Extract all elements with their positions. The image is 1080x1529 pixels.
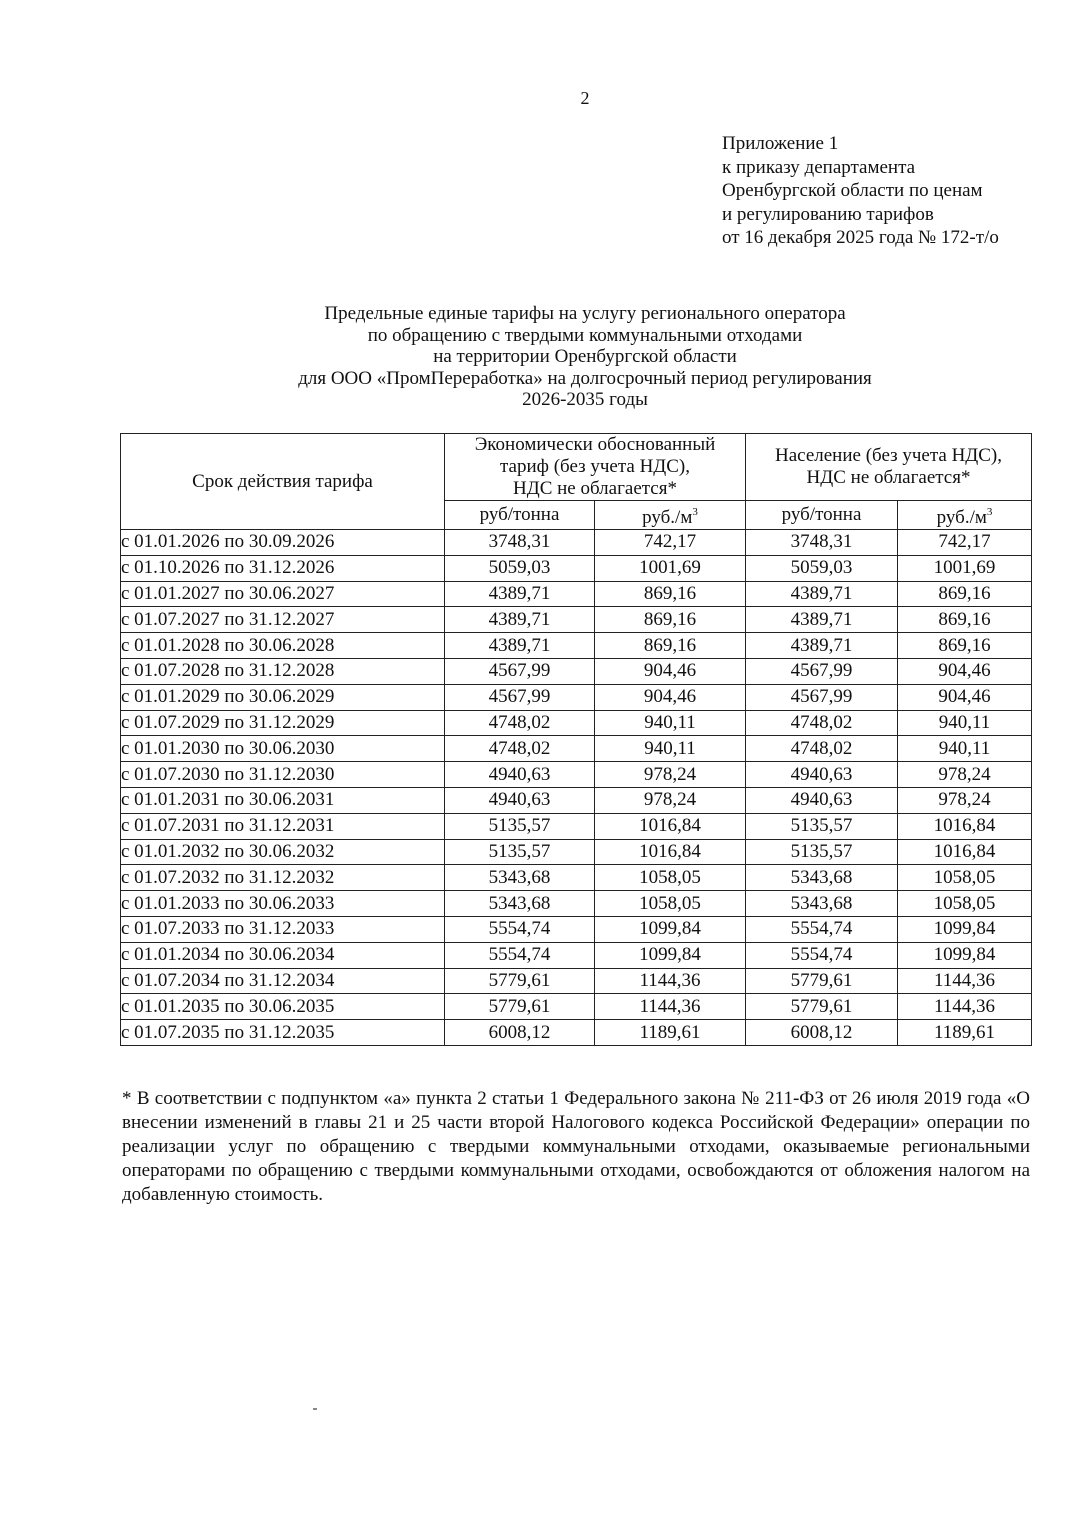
header-line: Население (без учета НДС), [775, 445, 1003, 466]
page-number: 2 [580, 88, 590, 108]
period-cell: с 01.01.2032 по 30.06.2032 [121, 839, 445, 865]
table-row [121, 891, 1032, 917]
title-line: 2026-2035 годы [522, 389, 648, 410]
econ-m3-cell: 1016,84 [595, 839, 746, 865]
period-cell: с 01.01.2031 по 30.06.2031 [121, 787, 445, 813]
econ-m3-cell: 869,16 [595, 581, 746, 607]
table-row [121, 581, 1032, 607]
table-row [121, 736, 1032, 762]
pop-ton-cell: 5059,03 [746, 555, 898, 581]
econ-m3-cell: 1144,36 [595, 994, 746, 1020]
table-row [121, 633, 1032, 659]
period-cell: с 01.01.2035 по 30.06.2035 [121, 994, 445, 1020]
table-row [121, 1020, 1032, 1046]
period-cell: с 01.07.2034 по 31.12.2034 [121, 968, 445, 994]
population-tariff-header [746, 434, 1032, 501]
econ-ton-cell: 4748,02 [445, 736, 595, 762]
econ-m3-cell: 904,46 [595, 684, 746, 710]
table-row [121, 555, 1032, 581]
table-row [121, 916, 1032, 942]
period-cell: с 01.07.2027 по 31.12.2027 [121, 607, 445, 633]
table-row [121, 607, 1032, 633]
period-cell: с 01.07.2031 по 31.12.2031 [121, 813, 445, 839]
appendix-line: к приказу департамента [722, 156, 916, 178]
table-row [121, 865, 1032, 891]
pop-m3-cell: 1189,61 [898, 1020, 1032, 1046]
econ-ton-cell: 5343,68 [445, 891, 595, 917]
pop-m3-cell: 742,17 [898, 530, 1032, 556]
table-row [121, 530, 1032, 556]
table-row [121, 839, 1032, 865]
period-cell: с 01.10.2026 по 31.12.2026 [121, 555, 445, 581]
econ-ton-cell: 4567,99 [445, 658, 595, 684]
header-line: Экономически обоснованный [474, 434, 716, 455]
econ-ton-cell: 4748,02 [445, 710, 595, 736]
economic-tariff-header [445, 434, 746, 501]
econ-m3-cell: 978,24 [595, 787, 746, 813]
table-row [121, 813, 1032, 839]
appendix-line: Оренбургской области по ценам [722, 180, 983, 201]
econ-ton-cell: 3748,31 [445, 530, 595, 556]
econ-m3-cell: 1189,61 [595, 1020, 746, 1046]
period-cell: с 01.01.2028 по 30.06.2028 [121, 633, 445, 659]
period-cell: с 01.01.2033 по 30.06.2033 [121, 891, 445, 917]
period-column-header: Срок действия тарифа [121, 434, 445, 530]
period-cell: с 01.01.2026 по 30.09.2026 [121, 530, 445, 556]
period-cell: с 01.01.2030 по 30.06.2030 [121, 736, 445, 762]
econ-ton-cell: 4389,71 [445, 581, 595, 607]
table-row [121, 787, 1032, 813]
table-row [121, 994, 1032, 1020]
period-cell: с 01.07.2032 по 31.12.2032 [121, 865, 445, 891]
period-cell: с 01.07.2033 по 31.12.2033 [121, 916, 445, 942]
document-title [120, 303, 1050, 411]
header-line: НДС не облагается* [513, 478, 677, 499]
econ-m3-cell: 940,11 [595, 710, 746, 736]
period-cell: с 01.01.2029 по 30.06.2029 [121, 684, 445, 710]
econ-ton-cell: 5779,61 [445, 968, 595, 994]
econ-ton-cell: 4389,71 [445, 607, 595, 633]
unit-header-pop-ton: руб/тонна [746, 501, 898, 530]
table-row [121, 762, 1032, 788]
pop-ton-cell: 4940,63 [746, 787, 898, 813]
period-cell: с 01.07.2029 по 31.12.2029 [121, 710, 445, 736]
pop-ton-cell: 4940,63 [746, 762, 898, 788]
table-row [121, 968, 1032, 994]
unit-header-econ-m3: $руб./м^3$ [595, 501, 746, 530]
pop-m3-cell: 1144,36 [898, 994, 1032, 1020]
pop-m3-cell: 869,16 [898, 607, 1032, 633]
econ-ton-cell: 5779,61 [445, 994, 595, 1020]
title-line: для ООО «ПромПереработка» на долгосрочный период регулирования [298, 367, 872, 389]
econ-m3-cell: 1144,36 [595, 968, 746, 994]
title-line: на территории Оренбургской области [433, 346, 737, 367]
title-line: по обращению с твердыми коммунальными отходами [367, 324, 803, 346]
econ-ton-cell: 5343,68 [445, 865, 595, 891]
econ-m3-cell: 1001,69 [595, 555, 746, 581]
econ-m3-cell: 742,17 [595, 530, 746, 556]
pop-ton-cell: 4567,99 [746, 684, 898, 710]
appendix-line: и регулированию тарифов [722, 203, 934, 225]
pop-m3-cell: 1099,84 [898, 942, 1032, 968]
period-cell: с 01.07.2028 по 31.12.2028 [121, 658, 445, 684]
econ-m3-cell: 1058,05 [595, 865, 746, 891]
table-row [121, 942, 1032, 968]
pop-m3-cell: 869,16 [898, 581, 1032, 607]
econ-m3-cell: 1099,84 [595, 916, 746, 942]
pop-ton-cell: 4748,02 [746, 710, 898, 736]
period-cell: с 01.01.2027 по 30.06.2027 [121, 581, 445, 607]
econ-m3-cell: 869,16 [595, 607, 746, 633]
econ-ton-cell: 5135,57 [445, 839, 595, 865]
appendix-line: Приложение 1 [722, 133, 839, 154]
pop-m3-cell: 904,46 [898, 684, 1032, 710]
pop-m3-cell: 940,11 [898, 736, 1032, 762]
pop-ton-cell: 4748,02 [746, 736, 898, 762]
tariff-table [120, 433, 1032, 1046]
period-cell: с 01.07.2030 по 31.12.2030 [121, 762, 445, 788]
econ-m3-cell: 1016,84 [595, 813, 746, 839]
econ-ton-cell: 4940,63 [445, 762, 595, 788]
pop-m3-cell: 1001,69 [898, 555, 1032, 581]
pop-m3-cell: 940,11 [898, 710, 1032, 736]
pop-ton-cell: 4389,71 [746, 581, 898, 607]
pop-ton-cell: 3748,31 [746, 530, 898, 556]
econ-ton-cell: 5059,03 [445, 555, 595, 581]
unit-header-econ-ton: руб/тонна [445, 501, 595, 530]
pop-m3-cell: 1016,84 [898, 813, 1032, 839]
econ-m3-cell: 1058,05 [595, 891, 746, 917]
pop-m3-cell: 1058,05 [898, 865, 1032, 891]
econ-ton-cell: 4567,99 [445, 684, 595, 710]
econ-m3-cell: 978,24 [595, 762, 746, 788]
header-line: тариф (без учета НДС), [500, 456, 690, 477]
table-row [121, 658, 1032, 684]
pop-m3-cell: 1058,05 [898, 891, 1032, 917]
pop-m3-cell: 1099,84 [898, 916, 1032, 942]
appendix-reference [722, 132, 999, 250]
pop-ton-cell: 5343,68 [746, 865, 898, 891]
pop-m3-cell: 869,16 [898, 633, 1032, 659]
title-line: Предельные единые тарифы на услугу регионального оператора [324, 303, 846, 324]
pop-ton-cell: 4389,71 [746, 607, 898, 633]
pop-ton-cell: 5554,74 [746, 916, 898, 942]
pop-m3-cell: 1016,84 [898, 839, 1032, 865]
econ-ton-cell: 4389,71 [445, 633, 595, 659]
econ-m3-cell: 1099,84 [595, 942, 746, 968]
pop-m3-cell: 1144,36 [898, 968, 1032, 994]
pop-ton-cell: 5343,68 [746, 891, 898, 917]
pop-ton-cell: 5135,57 [746, 813, 898, 839]
scan-artifact [313, 1408, 317, 1410]
period-cell: с 01.07.2035 по 31.12.2035 [121, 1020, 445, 1046]
pop-ton-cell: 4567,99 [746, 658, 898, 684]
econ-ton-cell: 4940,63 [445, 787, 595, 813]
pop-ton-cell: 5779,61 [746, 994, 898, 1020]
appendix-line: от 16 декабря 2025 года № 172-т/о [722, 227, 999, 248]
pop-m3-cell: 904,46 [898, 658, 1032, 684]
econ-ton-cell: 5135,57 [445, 813, 595, 839]
econ-ton-cell: 6008,12 [445, 1020, 595, 1046]
econ-ton-cell: 5554,74 [445, 916, 595, 942]
econ-ton-cell: 5554,74 [445, 942, 595, 968]
pop-m3-cell: 978,24 [898, 762, 1032, 788]
pop-ton-cell: 4389,71 [746, 633, 898, 659]
footnote: * В соответствии с подпунктом «а» пункта 2 статьи 1 Федерального закона № 211-ФЗ от 26 июля 2019 года «О внесении изменений в главы 21 и 25 части второй Налогового кодекса Российской Федерации» операции по реализации услуг по обращению с твердыми коммунальными отходами, оказываемые региональными операторами по обращению с твердыми коммунальными отходами, освобождаются от обложения налогом на добавленную стоимость. [122, 1088, 1030, 1205]
pop-ton-cell: 6008,12 [746, 1020, 898, 1046]
pop-m3-cell: 978,24 [898, 787, 1032, 813]
econ-m3-cell: 904,46 [595, 658, 746, 684]
header-line: НДС не облагается* [806, 467, 971, 488]
period-cell: с 01.01.2034 по 30.06.2034 [121, 942, 445, 968]
pop-ton-cell: 5779,61 [746, 968, 898, 994]
pop-ton-cell: 5135,57 [746, 839, 898, 865]
table-row [121, 684, 1032, 710]
unit-header-pop-m3: $руб./м^3$ [898, 501, 1032, 530]
econ-m3-cell: 869,16 [595, 633, 746, 659]
econ-m3-cell: 940,11 [595, 736, 746, 762]
pop-ton-cell: 5554,74 [746, 942, 898, 968]
table-row [121, 710, 1032, 736]
